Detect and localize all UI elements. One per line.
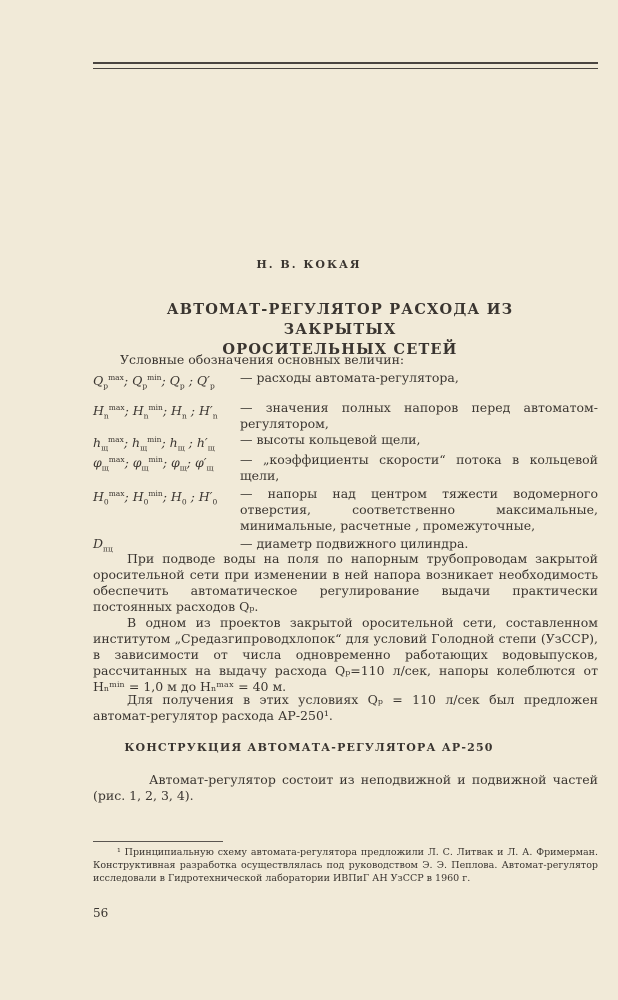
header-rule-bottom <box>93 68 598 69</box>
notation-desc-hsch: — высоты кольцевой щели, <box>240 432 421 447</box>
title-line-1: АВТОМАТ-РЕГУЛЯТОР РАСХОДА ИЗ ЗАКРЫТЫХ <box>166 301 514 338</box>
notation-symbols-dpc: $D_{пц}$ <box>93 536 113 554</box>
notation-symbols-hsch: $h_щ^{max}$; $h_щ^{min}$; $h_щ$ ; $h'_щ$ <box>93 435 215 453</box>
paragraph-2: В одном из проектов закрытой оросительной сети, составленном институтом „Средазгипроводхлопок“ для условий Голодной степи (УзССР), в зависимости от числа одновременно работающих водовыпусков, рассчитанных на выдачу расхода Qₚ=110 л/сек, напоры колеблются от Hₙᵐⁱⁿ = 1,0 м до Hₙᵐᵃˣ = 40 м. <box>93 615 598 694</box>
notation-symbols-q: $Q_p^{max}$; $Q_p^{min}$; $Q_p$ ; $Q'_p$ <box>93 373 215 391</box>
paragraph-1: При подводе воды на поля по напорным трубопроводам закрытой оросительной сети при изменении в ней напора возникает необходимость обеспечить автоматическое регулирование выдачи практически постоянных расходов Qₚ. <box>93 551 598 614</box>
article-author: Н. В. КОКАЯ <box>256 258 362 271</box>
header-rule-top <box>93 62 598 64</box>
notation-intro: Условные обозначения основных величин: <box>120 352 405 367</box>
notation-symbols-h0: $H_0^{max}$; $H_0^{min}$; $H_0$ ; $H'_0$ <box>93 489 218 507</box>
paragraph-3: Для получения в этих условиях Qₚ = 110 л/сек был предложен автомат-регулятор расхода АР-250¹. <box>93 692 598 723</box>
article-title <box>120 300 560 360</box>
section-heading: КОНСТРУКЦИЯ АВТОМАТА-РЕГУЛЯТОРА АР-250 <box>124 741 494 754</box>
paragraph-4: Автомат-регулятор состоит из неподвижной и подвижной частей (рис. 1, 2, 3, 4). <box>93 772 598 803</box>
notation-desc-phi: — „коэффициенты скорости“ потока в кольцевой щели, <box>240 452 598 483</box>
title-line-2: ОРОСИТЕЛЬНЫХ СЕТЕЙ <box>222 341 458 358</box>
notation-desc-dpc: — диаметр подвижного цилиндра. <box>240 536 469 551</box>
notation-symbols-hn: $H_n^{max}$; $H_n^{min}$; $H_n$ ; $H'_n$ <box>93 403 218 421</box>
notation-symbols-phi: $\varphi_щ^{max}$; $\varphi_щ^{min}$; $\varphi_щ$; $\varphi'_щ$ <box>93 455 214 473</box>
notation-desc-hn: — значения полных напоров перед автоматом-регулятором, <box>240 400 598 431</box>
notation-desc-q: — расходы автомата-регулятора, <box>240 370 459 385</box>
footnote: ¹ Принципиальную схему автомата-регулятора предложили Л. С. Литвак и Л. А. Фримерман. Конструктивная разработка осуществлялась под руководством Э. Э. Пеплова. Автомат-регулятор исследовали в Гидротехнической лаборатории ИВПиГ АН УзССР в 1960 г. <box>93 847 598 884</box>
footnote-rule <box>93 841 223 842</box>
page-number: 56 <box>93 906 109 920</box>
notation-desc-h0: — напоры над центром тяжести водомерного отверстия, соответственно максимальные, минимальные, расчетные , промежуточные, <box>240 486 598 533</box>
